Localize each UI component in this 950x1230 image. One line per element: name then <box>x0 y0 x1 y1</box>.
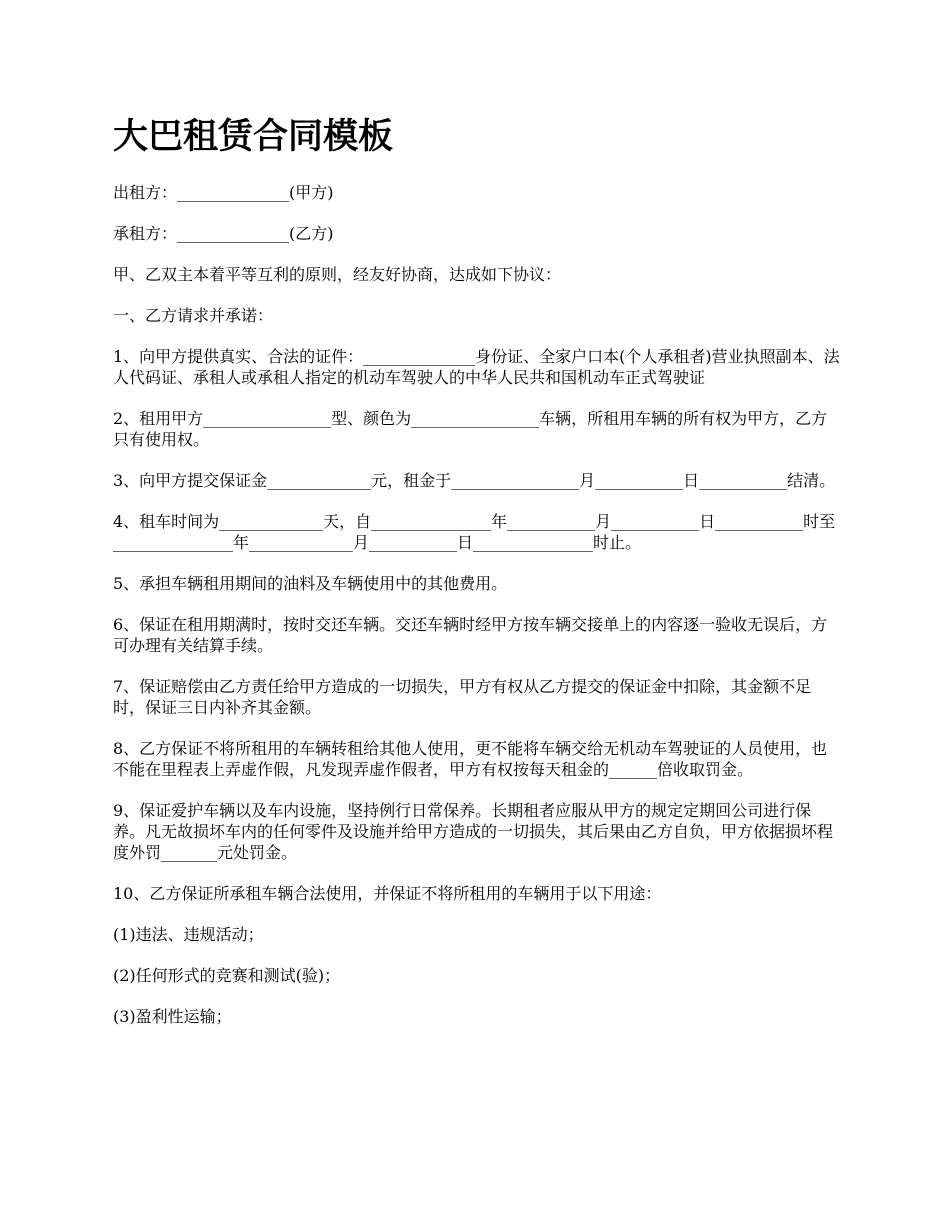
clause-6: 6、保证在租用期满时，按时交还车辆。交还车辆时经甲方按车辆交接单上的内容逐一验收无误后，方可办理有关结算手续。 <box>113 615 828 655</box>
clause-10: 10、乙方保证所承租车辆合法使用，并保证不将所租用的车辆用于以下用途： <box>113 884 662 903</box>
usage-item-1: (1)违法、违规活动； <box>113 925 264 944</box>
clause-4: 4、租车时间为_____________天，自_______________年___________月___________日___________时至_______________年_____________月___________日_______________时止。 <box>113 512 836 552</box>
lessee-line: 承租方：______________(乙方) <box>113 224 334 243</box>
clause-7: 7、保证赔偿由乙方责任给甲方造成的一切损失，甲方有权从乙方提交的保证金中扣除，其金额不足时，保证三日内补齐其金额。 <box>113 677 812 717</box>
section-heading: 一、乙方请求并承诺： <box>113 306 274 325</box>
clause-5: 5、承担车辆租用期间的油料及车辆使用中的其他费用。 <box>113 574 508 593</box>
usage-item-2: (2)任何形式的竞赛和测试(验)； <box>113 966 341 985</box>
preamble: 甲、乙双主本着平等互利的原则，经友好协商，达成如下协议： <box>113 265 562 284</box>
document-title: 大巴租赁合同模板 <box>113 117 394 157</box>
clause-2: 2、租用甲方________________型、颜色为________________车辆，所租用车辆的所有权为甲方，乙方只有使用权。 <box>113 409 828 449</box>
usage-item-3: (3)盈利性运输； <box>113 1007 232 1026</box>
clause-8: 8、乙方保证不将所租用的车辆转租给其他人使用，更不能将车辆交给无机动车驾驶证的人员使用，也不能在里程表上弄虚作假，凡发现弄虚作假者，甲方有权按每天租金的______倍收取罚金。 <box>113 739 828 779</box>
clause-1: 1、向甲方提供真实、合法的证件：______________身份证、全家户口本(个人承租者)营业执照副本、法人代码证、承租人或承租人指定的机动车驾驶人的中华人民共和国机动车正式驾驶证 <box>113 347 840 387</box>
clause-3: 3、向甲方提交保证金_____________元，租金于________________月___________日___________结清。 <box>113 471 836 490</box>
lessor-line: 出租方：______________(甲方) <box>113 183 334 202</box>
clause-9: 9、保证爱护车辆以及车内设施，坚持例行日常保养。长期租者应服从甲方的规定定期回公司进行保养。凡无故损坏车内的任何零件及设施并给甲方造成的一切损失，其后果由乙方自负，甲方依据损坏程度外罚_______元处罚金。 <box>113 801 834 862</box>
document-page <box>113 112 843 1047</box>
